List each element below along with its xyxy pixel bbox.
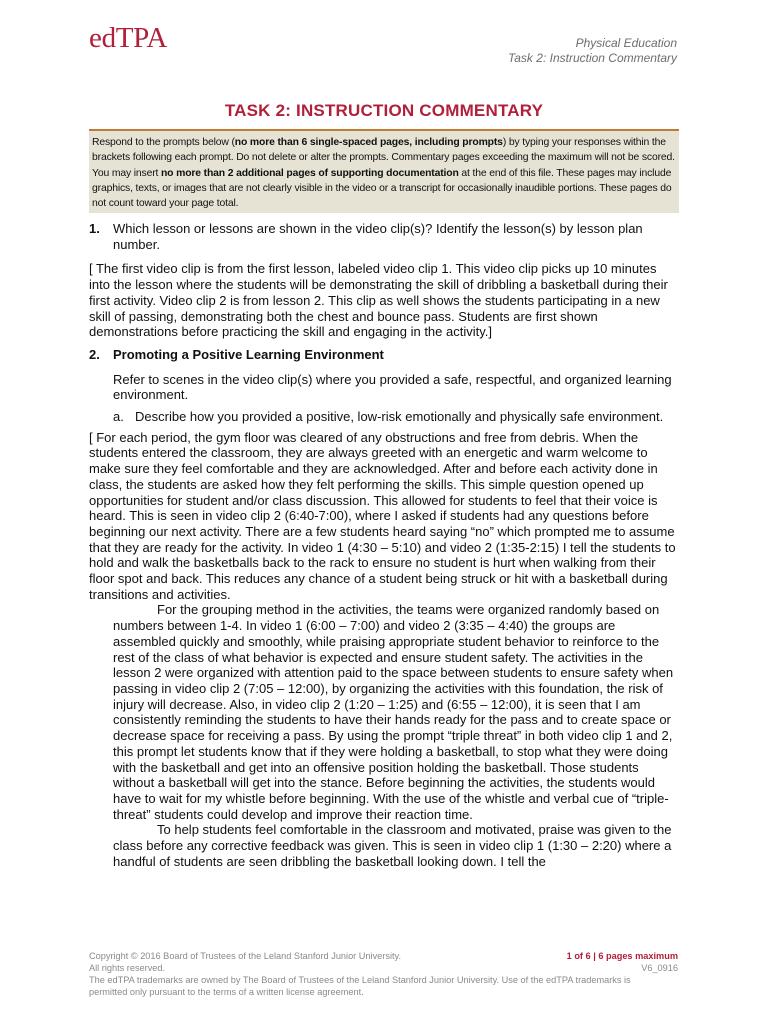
footer-trademark-line: The edTPA trademarks are owned by The Board of Trustees of the Leland Stanford Junior University. Use of the edTPA trademarks is permitted only pursuant to the terms of a written license agreement. bbox=[89, 975, 631, 997]
instructions-box bbox=[89, 129, 679, 213]
commentary-body bbox=[89, 221, 681, 869]
instr-bold-1: no more than 6 single-spaced pages, including prompts bbox=[234, 137, 503, 148]
prompt-2-heading: Promoting a Positive Learning Environment bbox=[113, 346, 384, 362]
prompt-1-number: 1. bbox=[89, 221, 100, 236]
header-right bbox=[508, 36, 677, 66]
response-2a-paragraph-1[interactable]: [ For each period, the gym floor was cleared of any obstructions and free from debris. When the students entered the classroom, they are always greeted with an energetic and warm welcome to make sure they feel comfortable and they are acknowledged. After and before each activity done in class, the students are asked how they felt performing the skills. This simple question opened up opportunities for student and/or class discussion. This allowed for students to feel that their voice is heard. This is seen in video clip 2 (6:40-7:00), where I asked if students had any questions before beginning our next activity. There are a few students heard saying “no” which prompted me to assume that they are ready for the activity. In video 1 (4:30 – 5:10) and video 2 (1:35-2:15) I tell the students to hold and walk the basketballs back to the rack to ensure no student is hurt when walking from their floor spot and back. This reduces any chance of a student being struck or hit with a basketball during transitions and activities. bbox=[89, 429, 676, 602]
footer-page-info bbox=[567, 950, 678, 974]
prompt-1 bbox=[89, 221, 681, 252]
edtpa-logo: edTPA bbox=[89, 22, 167, 54]
instr-text-2: ) by typing your responses within the brackets following each prompt. Do not delete or alter the prompts. Commentary pages exceeding the maximum will not be scored. You may insert bbox=[92, 137, 675, 179]
prompt-1-text: Which lesson or lessons are shown in the video clip(s)? Identify the lesson(s) by lesson plan number. bbox=[113, 221, 643, 252]
page-count: 1 of 6 | 6 pages maximum bbox=[566, 951, 678, 961]
prompt-2 bbox=[89, 347, 681, 363]
footer-rights-line: All rights reserved. bbox=[89, 963, 166, 973]
instr-text-1: Respond to the prompts below ( bbox=[92, 137, 235, 148]
response-2a-paragraph-2[interactable]: For the grouping method in the activities, the teams were organized randomly based on numbers between 1-4. In video 1 (6:00 – 7:00) and video 2 (3:35 – 4:40) the groups are assembled quickly and smoothly, while praising appropriate student behavior to reinforce to the rest of the class of what behavior is expected and ensure student safety. The activities in the lesson 2 were organized with attention paid to the space between students to ensure safety when passing in video clip 2 (7:05 – 12:00), by organizing the activities with this foundation, the risk of injury will decrease. Also, in video clip 2 (1:20 – 1:25) and (6:55 – 12:00), it is seen that I am consistently reminding the students to have their hands ready for the pass and to create space or decrease space for receiving a pass. By using the prompt “triple threat” in both video clip 1 and 2, this prompt let students know that if they were holding a basketball, to stop what they were doing with the basketball and get into an offensive position holding the basketball. Those students without a basketball will get into the stance. Before beginning the activities, the students would have to wait for my whistle before beginning. With the use of the whistle and verbal cue of “triple-threat” students could develop and improve their reaction time. bbox=[113, 602, 674, 822]
footer-copyright-line: Copyright © 2016 Board of Trustees of the Leland Stanford Junior University. bbox=[89, 951, 401, 961]
header-task: Task 2: Instruction Commentary bbox=[508, 51, 677, 65]
instr-bold-2: no more than 2 additional pages of supporting documentation bbox=[160, 167, 459, 179]
prompt-2a bbox=[89, 409, 681, 425]
prompt-2a-letter: a. bbox=[113, 409, 124, 425]
header-subject: Physical Education bbox=[575, 36, 677, 50]
version-label: V6_0916 bbox=[641, 963, 678, 973]
footer-copyright bbox=[89, 950, 649, 998]
instr-text-3: at the end of this file. These pages may include graphics, texts, or images that are not clearly visible in the video or a transcript for occasionally inaudible portions. These pages do not count toward your page total. bbox=[92, 167, 672, 210]
response-2a-paragraph-3[interactable]: To help students feel comfortable in the classroom and motivated, praise was given to the class before any corrective feedback was given. This is seen in video clip 1 (1:30 – 2:20) where a handful of students are seen dribbling the basketball looking down. I tell the bbox=[113, 822, 672, 869]
prompt-2a-text: Describe how you provided a positive, low-risk emotionally and physically safe environment. bbox=[135, 409, 664, 425]
prompt-2-intro: Refer to scenes in the video clip(s) where you provided a safe, respectful, and organized learning environment. bbox=[113, 371, 672, 403]
response-1[interactable]: [ The first video clip is from the first lesson, labeled video clip 1. This video clip picks up 10 minutes into the lesson where the students will be demonstrating the skill of dribbling a basketball during their first activity. Video clip 2 is from lesson 2. This clip as well shows the students participating in a new skill of passing, demonstrating both the chest and bounce pass. Students are first shown demonstrations before practicing the skill and engaging in the activity.] bbox=[89, 261, 668, 340]
page-title: TASK 2: INSTRUCTION COMMENTARY bbox=[224, 101, 544, 120]
prompt-2-number: 2. bbox=[89, 346, 100, 362]
